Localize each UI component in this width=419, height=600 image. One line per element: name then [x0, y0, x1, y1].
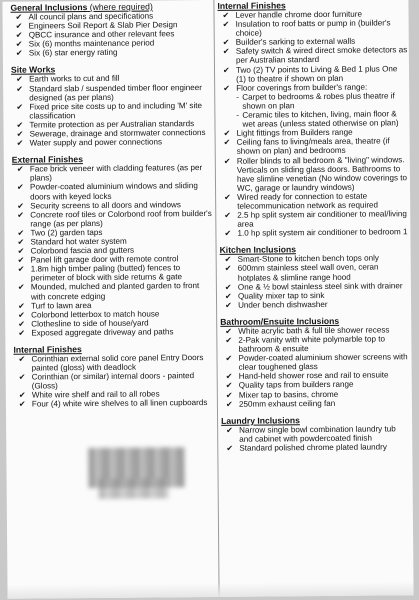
- inclusion-text: Quality mixer tap to sink: [237, 290, 325, 301]
- inclusion-item: [13, 327, 215, 338]
- tick-icon: ✔: [16, 75, 23, 85]
- page-bottom-shadow: [7, 581, 413, 599]
- section-heading-text: Bathroom/Ensuite Inclusions: [220, 315, 340, 327]
- dash-icon: -: [236, 110, 240, 120]
- tick-icon: ✔: [15, 30, 23, 40]
- inclusion-text: Powder-coated aluminium shower screens with clear toughened glass: [238, 352, 408, 373]
- inclusion-list: [11, 73, 214, 148]
- inclusion-text: Roller blinds to all bedroom & "living" windows. Verticals on sliding glass doors. Bathrooms to have slimline venetian (No window coverings to WC, garage or laundry windows): [236, 154, 408, 193]
- section-bathroom-ensuite-inclusions: [220, 314, 411, 408]
- tick-icon: ✔: [16, 102, 24, 112]
- inclusion-text: 2.5 hp split system air conditioner to meal/living area: [237, 209, 407, 229]
- section-internal-finishes: [13, 342, 216, 409]
- inclusion-item: [221, 424, 411, 444]
- inclusion-text: Concrete roof tiles or Colorbond roof from builder's range (as per plans): [30, 208, 212, 229]
- left-column: [10, 0, 217, 599]
- tick-icon: ✔: [224, 264, 232, 274]
- tick-icon: ✔: [16, 138, 24, 148]
- tick-icon: ✔: [225, 353, 233, 364]
- redacted-logo-text: [99, 478, 169, 499]
- tick-icon: ✔: [16, 84, 23, 94]
- inclusion-text: One & ½ bowl stainless steel sink with drainer: [237, 280, 403, 292]
- inclusion-item: [220, 263, 410, 283]
- section-heading-text: Site Works: [10, 64, 56, 76]
- inclusion-text: 1.8m high timber paling (butted) fences to perimeter of block with side returns & gate: [30, 263, 183, 283]
- tick-icon: ✔: [222, 19, 230, 29]
- inclusion-text: Fixed price site costs up to and including 'M' site classification: [29, 100, 203, 121]
- inclusion-text: Engineers Soil Report & Slab Pier Design: [28, 20, 178, 31]
- inclusion-text: Exposed aggregate driveway and paths: [31, 327, 174, 338]
- inclusion-text: Under bench dishwasher: [238, 299, 328, 310]
- inclusion-list: [220, 325, 411, 408]
- inclusion-item: [12, 137, 214, 148]
- inclusion-text: Hand-held shower rose and rail to ensuite: [238, 370, 389, 382]
- inclusion-item: [218, 46, 408, 66]
- tick-icon: ✔: [17, 210, 25, 220]
- inclusion-text: White acrylic bath & full tile shower recess: [238, 325, 390, 336]
- inclusion-text: Colorbond letterbox to match house: [31, 309, 160, 320]
- tick-icon: ✔: [226, 443, 234, 453]
- tick-icon: ✔: [224, 192, 231, 202]
- tick-icon: ✔: [223, 83, 231, 93]
- inclusion-item: [13, 353, 215, 373]
- inclusion-item: [220, 299, 410, 310]
- tick-icon: ✔: [16, 129, 24, 139]
- inclusion-text: Standard hot water system: [30, 236, 127, 247]
- section-laundry-inclusions: [221, 413, 411, 453]
- tick-icon: ✔: [17, 201, 25, 211]
- tick-icon: ✔: [15, 21, 23, 31]
- inclusion-text: Smart-Stone to kitchen bench tops only: [237, 253, 379, 265]
- right-column: [217, 0, 412, 597]
- section-external-finishes: [12, 152, 216, 338]
- inclusion-text: Termite protection as per Australian standards: [29, 119, 195, 130]
- tick-icon: ✔: [16, 164, 24, 174]
- inclusion-list: [10, 11, 212, 58]
- inclusion-text: Light fittings from Builders range: [236, 127, 353, 138]
- tick-icon: ✔: [225, 381, 233, 391]
- inclusion-item: [11, 83, 213, 103]
- tick-icon: ✔: [224, 255, 232, 265]
- inclusion-text: Six (6) months maintenance period: [28, 38, 155, 49]
- inclusion-item: [13, 281, 215, 301]
- inclusion-text: Panel lift garage door with remote control: [30, 254, 179, 265]
- inclusion-text: Corinthian (or similar) internal doors - painted (Gloss): [31, 371, 195, 391]
- tick-icon: ✔: [222, 65, 230, 75]
- inclusion-text: Mixer tap to basins, chrome: [238, 389, 339, 400]
- inclusion-text: Lever handle chrome door furniture: [235, 9, 363, 20]
- tick-icon: ✔: [18, 319, 26, 329]
- inclusion-text: Standard slab / suspended timber floor engineer designed (as per plans): [29, 82, 202, 103]
- tick-icon: ✔: [18, 400, 26, 410]
- inclusion-item: [219, 191, 409, 211]
- section-heading-text: External Finishes: [11, 154, 83, 165]
- inclusion-text: 2-Pak vanity with white polymarble top to bathroom & ensuite: [238, 334, 386, 354]
- inclusion-item: [219, 155, 409, 193]
- tick-icon: ✔: [222, 47, 230, 57]
- tick-icon: ✔: [226, 425, 233, 435]
- tick-icon: ✔: [18, 310, 25, 320]
- inclusion-text: Standard polished chrome plated laundry: [239, 442, 387, 453]
- tick-icon: ✔: [17, 237, 25, 247]
- tick-icon: ✔: [225, 372, 233, 382]
- inclusion-item: [218, 64, 408, 84]
- inclusion-text: Colorbond fascia and gutters: [30, 245, 135, 256]
- section-heading-text: Kitchen Inclusions: [219, 244, 297, 256]
- inclusion-text: Two (2) garden taps: [30, 227, 103, 238]
- tick-icon: ✔: [17, 264, 25, 274]
- tick-icon: ✔: [225, 300, 232, 310]
- inclusion-list: [13, 353, 215, 409]
- inclusion-sub-item: [218, 91, 408, 111]
- inclusion-text: Quality taps from builders range: [238, 380, 354, 391]
- inclusion-list: [12, 163, 216, 338]
- tick-icon: ✔: [17, 283, 25, 293]
- section-heading-text: General Inclusions: [10, 2, 88, 13]
- inclusion-text: Four (4) white wire shelves to all linen cupboards: [31, 398, 208, 410]
- section-general-inclusions: [10, 0, 212, 58]
- tick-icon: ✔: [222, 10, 230, 20]
- inclusion-text: Ceiling fans to living/meals area, theatre (if shown on plan) and bedrooms: [236, 136, 390, 157]
- tick-icon: ✔: [18, 390, 26, 401]
- inclusion-item: [11, 101, 213, 121]
- inclusion-text: Face brick veneer with cladding features (as per plans): [29, 163, 203, 183]
- inclusion-item: [14, 371, 216, 391]
- inclusions-sheet: [2, 0, 413, 599]
- inclusion-text: Corinthian external solid core panel Entry Doors painted (gloss) with deadlock: [31, 353, 204, 373]
- inclusion-text: Sewerage, drainage and stormwater connections: [29, 128, 206, 139]
- inclusion-text: Builder's sarking to external walls: [235, 36, 356, 48]
- inclusion-text: Water supply and power connections: [29, 137, 163, 148]
- tick-icon: ✔: [15, 12, 23, 22]
- tick-icon: ✔: [222, 38, 230, 48]
- inclusion-item: [218, 18, 408, 38]
- tick-icon: ✔: [224, 210, 232, 220]
- tick-icon: ✔: [18, 301, 25, 311]
- inclusion-item: [219, 227, 409, 238]
- inclusion-text: Insulation to roof batts or pump in (builder's choice): [235, 18, 391, 38]
- tick-icon: ✔: [223, 156, 231, 166]
- inclusion-text: Ceramic tiles to kitchen, living, main floor & wet areas (unless stated otherwise on plan): [242, 109, 399, 129]
- inclusion-item: [14, 398, 216, 409]
- inclusion-text: 600mm stainless steel wall oven, ceran hotplates & slimline range hood: [237, 262, 379, 283]
- inclusion-text: Earth works to cut and fill: [29, 74, 120, 85]
- inclusion-text: Six (6) star energy rating: [28, 48, 118, 58]
- inclusion-text: All council plans and specifications: [28, 11, 154, 22]
- inclusion-text: Floor coverings from builder's range:: [236, 82, 368, 93]
- tick-icon: ✔: [224, 229, 232, 239]
- inclusion-list: [221, 424, 411, 453]
- tick-icon: ✔: [223, 129, 231, 139]
- inclusion-item: [11, 47, 213, 58]
- inclusion-text: Safety switch & wired direct smoke detectors as per Australian standard: [235, 45, 408, 66]
- section-kitchen-inclusions: [220, 243, 411, 310]
- section-site-works: [11, 62, 214, 148]
- inclusion-text: White wire shelf and rail to all robes: [31, 389, 160, 400]
- tick-icon: ✔: [17, 255, 25, 265]
- inclusion-text: Carpet to bedrooms & robes plus theatre if shown on plan: [242, 91, 395, 111]
- inclusion-item: [12, 209, 214, 229]
- section-internal-finishes: [217, 0, 409, 238]
- inclusion-text: Two (2) TV points to Living & Bed 1 plus One (1) to theatre if shown on plan: [235, 63, 398, 84]
- tick-icon: ✔: [15, 48, 23, 59]
- inclusion-item: [221, 442, 411, 453]
- inclusion-item: [219, 137, 409, 157]
- inclusion-item: [219, 209, 409, 229]
- tick-icon: ✔: [15, 39, 23, 49]
- inclusion-item: [13, 263, 215, 283]
- inclusion-item: [220, 352, 410, 372]
- tick-icon: ✔: [16, 120, 24, 130]
- section-heading-text: Laundry Inclusions: [221, 414, 300, 426]
- inclusion-list: [220, 254, 410, 310]
- inclusion-sub-item: [218, 109, 408, 129]
- inclusion-item: [12, 163, 214, 183]
- section-heading-note: (where required): [89, 1, 153, 13]
- tick-icon: ✔: [16, 183, 24, 193]
- tick-icon: ✔: [225, 399, 233, 409]
- tick-icon: ✔: [17, 228, 25, 238]
- inclusion-text: Security screens to all doors and windows: [30, 199, 181, 211]
- tick-icon: ✔: [225, 335, 233, 345]
- section-heading-text: Internal Finishes: [13, 344, 82, 355]
- tick-icon: ✔: [224, 291, 232, 301]
- tick-icon: ✔: [223, 138, 231, 148]
- inclusion-text: Mounded, mulched and planted garden to front with concrete edging: [30, 281, 200, 302]
- tick-icon: ✔: [17, 246, 25, 256]
- inclusion-list: [217, 9, 409, 238]
- inclusion-item: [221, 398, 411, 409]
- tick-icon: ✔: [18, 328, 26, 338]
- inclusion-text: 250mm exhaust ceiling fan: [238, 398, 336, 409]
- tick-icon: ✔: [18, 372, 26, 382]
- inclusion-text: QBCC insurance and other relevant fees: [28, 29, 175, 40]
- inclusion-text: Clothesline to side of house/yard: [31, 318, 149, 329]
- tick-icon: ✔: [225, 326, 233, 336]
- inclusion-text: Powder-coated aluminium windows and sliding doors with keyed locks: [29, 181, 198, 202]
- inclusion-text: Narrow single bowl combination laundry tub and cabinet with powdercoated finish: [239, 424, 396, 444]
- section-heading-text: Internal Finishes: [217, 0, 286, 11]
- inclusion-text: 1.0 hp split system air conditioner to bedroom 1: [237, 227, 408, 238]
- inclusion-item: [12, 181, 214, 201]
- tick-icon: ✔: [225, 390, 233, 400]
- dash-icon: -: [236, 92, 239, 102]
- inclusion-text: Wired ready for connection to estate telecommunication network as required: [237, 191, 379, 211]
- tick-icon: ✔: [224, 282, 232, 292]
- inclusion-item: [220, 334, 410, 354]
- tick-icon: ✔: [18, 354, 26, 364]
- inclusion-text: Turf to lawn area: [31, 300, 92, 311]
